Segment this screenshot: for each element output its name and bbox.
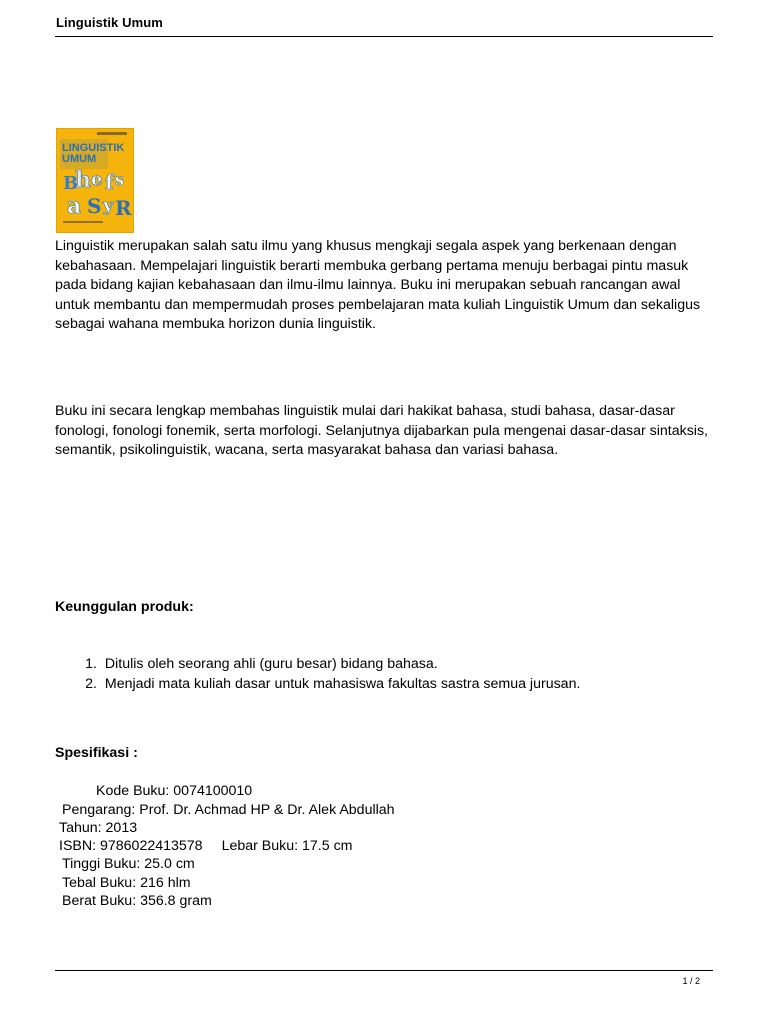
document-header-title: Linguistik Umum bbox=[56, 15, 163, 30]
spec-isbn: ISBN: 9786022413578 bbox=[59, 838, 203, 854]
spec-berat-buku: Berat Buku: 356.8 gram bbox=[62, 893, 212, 909]
svg-text:R: R bbox=[115, 196, 132, 220]
list-item bbox=[55, 655, 580, 675]
header-rule bbox=[55, 36, 713, 37]
footer-rule bbox=[55, 970, 713, 971]
svg-text:a: a bbox=[67, 193, 82, 219]
book-cover-image bbox=[57, 129, 133, 232]
description-paragraph-1: Linguistik merupakan salah satu ilmu yang khusus mengkaji segala aspek yang berkenaan dengan kebahasaan. Mempelajari linguistik berarti membuka gerbang pertama menuju berbagai pintu masuk pada bidang kajian kebahasaan dan ilmu-ilmu lainnya. Buku ini merupakan sebuah rancangan awal untuk membantu dan mempermudah proses pembelajaran mata kuliah Linguistik Umum dan sekaligus sebagai wahana membuka horizon dunia linguistik. bbox=[55, 238, 701, 333]
spec-kode-buku: Kode Buku: 0074100010 bbox=[96, 783, 253, 799]
list-item bbox=[55, 675, 580, 695]
svg-text:h: h bbox=[75, 167, 91, 193]
page-number: 1 / 2 bbox=[682, 976, 700, 986]
spec-tahun: Tahun: 2013 bbox=[59, 820, 138, 836]
cover-title-line1: LINGUISTIK bbox=[62, 142, 125, 154]
spec-lebar-buku: Lebar Buku: 17.5 cm bbox=[221, 838, 353, 854]
spec-pengarang: Pengarang: Prof. Dr. Achmad HP & Dr. Alek Abdullah bbox=[62, 802, 395, 818]
keunggulan-heading: Keunggulan produk: bbox=[55, 599, 194, 615]
list-item-number: 2. bbox=[85, 675, 97, 692]
list-item-number: 1. bbox=[85, 656, 97, 672]
spec-tebal-buku: Tebal Buku: 216 hlm bbox=[62, 875, 191, 891]
list-item-text: Menjadi mata kuliah dasar untuk mahasiswa fakultas sastra semua jurusan. bbox=[104, 675, 581, 692]
description-paragraph-2: Buku ini secara lengkap membahas linguistik mulai dari hakikat bahasa, studi bahasa, dasar-dasar fonologi, fonologi fonemik, serta morfologi. Selanjutnya dijabarkan pula mengenai dasar-dasar sintaksis, semantik, psikolinguistik, wacana, serta masyarakat bahasa dan variasi bahasa. bbox=[55, 403, 708, 459]
svg-text:y: y bbox=[103, 195, 114, 216]
cover-title-line2: UMUM bbox=[62, 153, 97, 165]
svg-text:f: f bbox=[105, 170, 114, 194]
spec-tinggi-buku: Tinggi Buku: 25.0 cm bbox=[62, 856, 195, 872]
list-item-text: Ditulis oleh seorang ahli (guru besar) bidang bahasa. bbox=[104, 656, 438, 672]
svg-text:S: S bbox=[87, 194, 102, 218]
svg-text:e: e bbox=[91, 169, 103, 190]
spesifikasi-heading: Spesifikasi : bbox=[55, 745, 138, 761]
svg-text:B: B bbox=[63, 173, 79, 194]
keunggulan-list bbox=[55, 655, 580, 694]
svg-text:s: s bbox=[115, 170, 125, 189]
spec-isbn-lebar-row bbox=[59, 837, 353, 855]
